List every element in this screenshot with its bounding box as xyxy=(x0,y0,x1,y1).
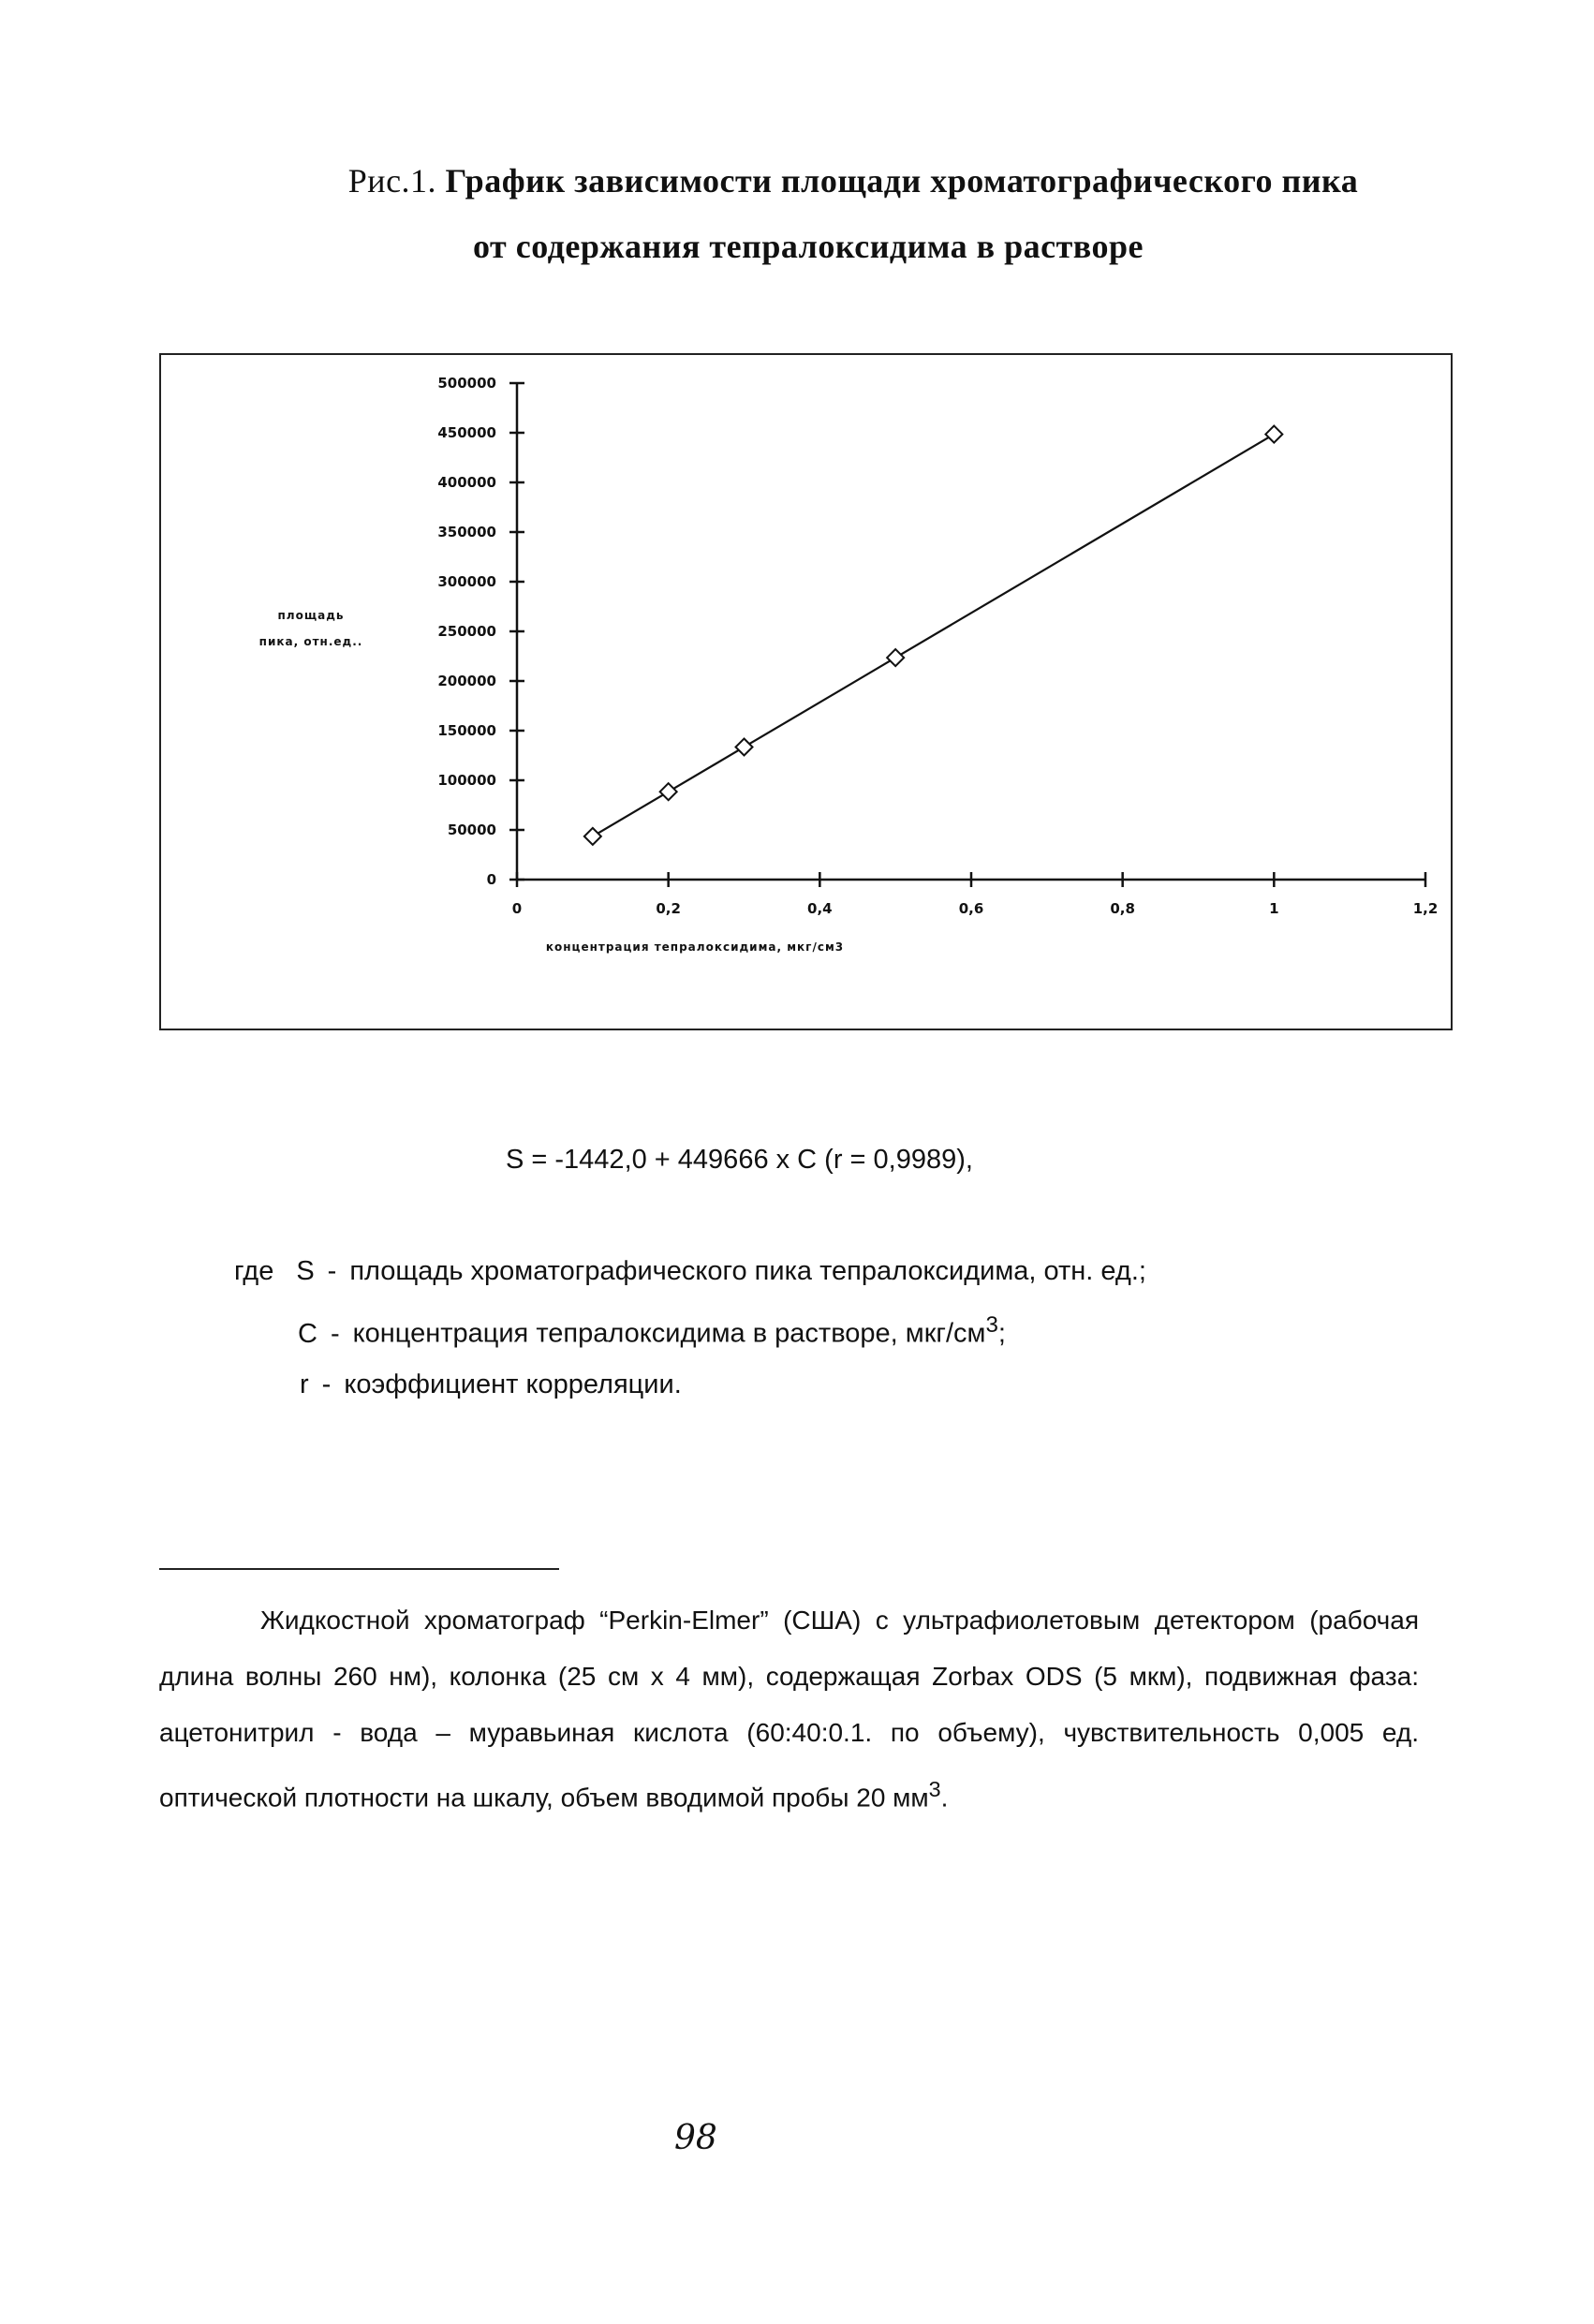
figure-title-line-1 xyxy=(56,161,1594,200)
legend-symbol: r xyxy=(300,1369,309,1399)
y-axis-title-line-1: площадь xyxy=(277,609,345,622)
legend-item-s xyxy=(234,1256,1146,1287)
y-tick-label: 100000 xyxy=(437,772,496,789)
page-number: 98 xyxy=(674,2119,717,2157)
x-tick-label: 0,6 xyxy=(958,900,984,917)
figure-title-line-2: от содержания тепралоксидима в растворе xyxy=(473,228,1144,265)
x-tick-label: 0,4 xyxy=(807,900,833,917)
data-point xyxy=(736,738,753,755)
figure-number: Рис.1. xyxy=(347,162,437,200)
data-point xyxy=(584,828,601,845)
legend-dash: - xyxy=(321,1369,332,1399)
legend-dash: - xyxy=(330,1318,340,1349)
regression-formula: S = -1442,0 + 449666 x C (r = 0,9989), xyxy=(506,1145,973,1175)
y-tick-label: 250000 xyxy=(437,623,496,640)
y-tick-label: 350000 xyxy=(437,524,496,540)
y-tick-label: 50000 xyxy=(447,822,496,838)
footnote-text: Жидкостной хроматограф “Perkin-Elmer” (США) с ультрафиолетовым детектором (рабочая длина волны 260 нм), колонка (25 см x 4 мм), содержащая Zorbax ODS (5 мкм), подвижная фаза: ацетонитрил - вода – муравьиная кислота (60:40:0.1. по объему), чувствительность 0,005 ед. оптической плотности на шкалу, объем вводимой пробы 20 мм xyxy=(159,1606,1419,1813)
y-axis-title-line-2: пика, отн.ед.. xyxy=(258,635,363,648)
legend-item-c xyxy=(298,1312,1006,1350)
x-tick-label: 1,2 xyxy=(1412,900,1439,917)
y-axis-title xyxy=(259,609,363,648)
figure-title-text: График зависимости площади хроматографического пика xyxy=(445,162,1359,200)
footnote-tail: . xyxy=(940,1783,949,1813)
x-tick-label: 1 xyxy=(1269,900,1279,917)
x-tick-label: 0,2 xyxy=(656,900,681,917)
footnote-superscript: 3 xyxy=(928,1777,941,1801)
y-tick-label: 300000 xyxy=(437,573,496,590)
y-ticks xyxy=(437,375,524,888)
legend-symbol: С xyxy=(298,1318,317,1349)
legend-text: площадь хроматографического пика тепралоксидима, отн. ед.; xyxy=(349,1256,1146,1286)
legend-superscript: 3 xyxy=(985,1312,998,1338)
legend-item-r xyxy=(300,1369,682,1400)
data-point xyxy=(660,783,677,800)
legend-text: коэффициент корреляции. xyxy=(344,1369,682,1399)
y-tick-label: 150000 xyxy=(437,722,496,739)
x-tick-label: 0,8 xyxy=(1110,900,1135,917)
data-point xyxy=(887,649,904,666)
y-tick-label: 200000 xyxy=(437,673,496,689)
series xyxy=(584,426,1283,845)
legend-symbol: S xyxy=(296,1256,315,1286)
chart xyxy=(161,355,1451,1029)
axes xyxy=(517,383,1425,880)
footnote xyxy=(159,1592,1419,1826)
legend-text: концентрация тепралоксидима в растворе, мкг/см xyxy=(352,1318,986,1349)
chart-frame xyxy=(159,353,1453,1030)
series-line xyxy=(593,435,1275,836)
legend-dash: - xyxy=(327,1256,337,1286)
x-tick-label: 0 xyxy=(511,900,523,917)
legend-prefix: где xyxy=(234,1256,274,1286)
y-tick-label: 0 xyxy=(486,871,496,888)
legend-tail: ; xyxy=(997,1318,1006,1349)
data-point xyxy=(1265,426,1282,443)
y-tick-label: 400000 xyxy=(437,474,496,491)
y-tick-label: 500000 xyxy=(437,375,496,392)
footnote-divider xyxy=(159,1568,559,1570)
x-axis-title: концентрация тепралоксидима, мкг/см3 xyxy=(545,940,845,954)
y-tick-label: 450000 xyxy=(437,424,496,441)
